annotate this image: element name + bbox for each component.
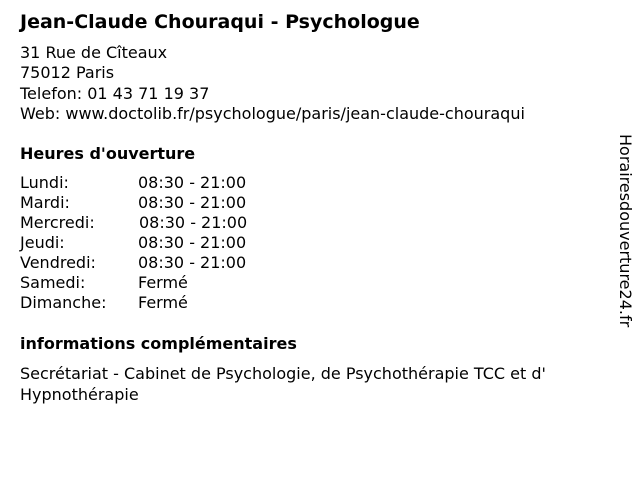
time-value: 08:30 - 21:00 [138,233,247,252]
info-description: Secrétariat - Cabinet de Psychologie, de Psychothérapie TCC et d' Hypnothérapie [20,364,546,404]
day-label: Lundi: [20,173,69,192]
time-value: Fermé [138,273,188,292]
day-label: Mercredi: [20,213,95,232]
city-postcode: 75012 Paris [20,63,115,83]
street-address: 31 Rue de Cîteaux [20,43,168,62]
time-value: Fermé [138,293,188,312]
day-label: Jeudi: [20,233,65,252]
day-label: Mardi: [20,193,70,212]
time-value: 08:30 - 21:00 [138,173,247,192]
day-label: Samedi: [20,273,86,292]
contact-block [20,43,525,124]
day-label: Vendredi: [20,253,96,272]
phone-number: Telefon: 01 43 71 19 37 [20,83,210,103]
time-value: 08:30 - 21:00 [138,253,247,272]
day-label: Dimanche: [20,293,107,312]
site-watermark: Horairesdouverture24.fr [616,134,635,328]
time-value: 08:30 - 21:00 [138,193,247,212]
page-title: Jean-Claude Chouraqui - Psychologue [20,11,420,33]
hours-heading: Heures d'ouverture [20,144,196,163]
time-value: 08:30 - 21:00 [139,213,248,232]
website-link[interactable]: Web: www.doctolib.fr/psychologue/paris/jean-claude-chouraqui [20,103,525,123]
info-heading: informations complémentaires [20,334,297,353]
